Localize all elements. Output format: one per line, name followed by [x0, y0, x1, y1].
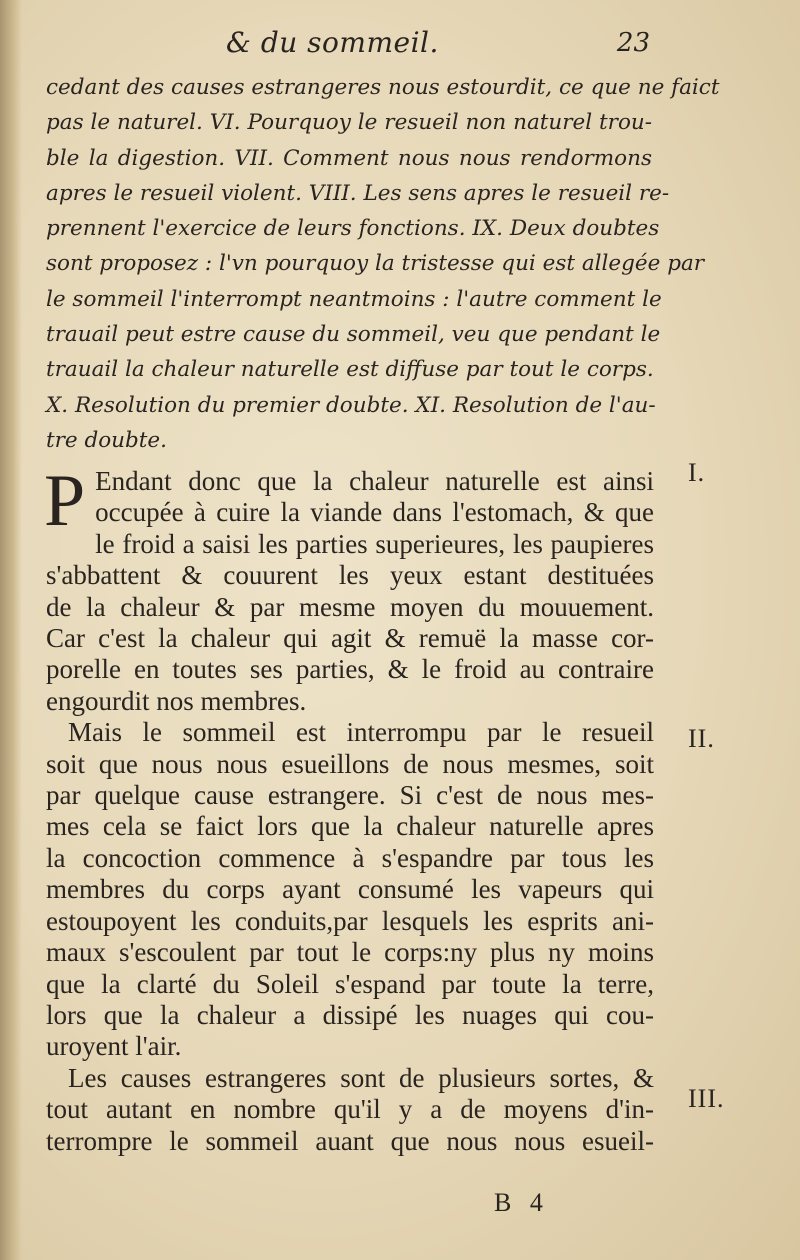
- text-line: par quelque cause estrangere. Si c'est de nous mes-: [46, 780, 654, 811]
- text-line: la concoction commence à s'espandre par tous les: [46, 842, 654, 873]
- summary-line: sont proposez : l'vn pourquoy la tristesse qui est allegée par: [46, 251, 705, 277]
- text-line: tout autant en nombre qu'il y a de moyens d'in-: [46, 1094, 654, 1125]
- margin-note-3: III.: [688, 1084, 725, 1113]
- text-line: soit que nous nous esueillons de nous mesmes, soit: [46, 748, 654, 779]
- summary-line: prennent l'exercice de leurs fonctions. IX. Deux doubtes: [46, 216, 660, 242]
- body-text: [44, 460, 654, 1157]
- text-line: Les causes estrangeres sont de plusieurs sortes, &: [68, 1062, 654, 1093]
- summary-line: le sommeil l'interrompt neantmoins : l'autre comment le: [46, 286, 662, 312]
- summary-line: apres le resueil violent. VIII. Les sens apres le resueil re-: [46, 180, 670, 206]
- summary-line: ble la digestion. VII. Comment nous nous rendormons: [46, 145, 652, 171]
- paragraph-1: [44, 460, 654, 717]
- summary-line: trauail la chaleur naturelle est diffuse par tout le corps.: [46, 357, 654, 383]
- text-line: Mais le sommeil est interrompu par le resueil: [68, 717, 654, 748]
- text-line: maux s'escoulent par tout le corps:ny plus ny moins: [46, 937, 654, 968]
- signature-mark: B 4: [494, 1188, 549, 1217]
- text-line: porelle en toutes ses parties, & le froid au contraire: [46, 654, 654, 685]
- text-line: mes cela se faict lors que la chaleur naturelle apres: [46, 811, 654, 842]
- summary-line: X. Resolution du premier doubte. XI. Resolution de l'au-: [46, 392, 656, 418]
- text-line: le froid a saisi les parties superieures, les paupieres: [95, 528, 654, 559]
- margin-note-1: I.: [688, 458, 706, 487]
- text-line: s'abbattent & couurent les yeux estant destituées: [46, 560, 654, 591]
- text-line: estoupoyent les conduits,par lesquels les esprits ani-: [46, 905, 654, 936]
- text-line: terrompre le sommeil auant que nous nous esueil-: [46, 1125, 654, 1156]
- text-line: Car c'est la chaleur qui agit & remuë la masse cor-: [46, 623, 654, 654]
- running-title: & du sommeil.: [226, 26, 439, 59]
- binding-gutter: [0, 0, 22, 1260]
- text-line: engourdit nos membres.: [46, 685, 307, 716]
- text-line: occupée à cuire la viande dans l'estomach, & que: [95, 497, 654, 528]
- text-line: Endant donc que la chaleur naturelle est ainsi: [95, 466, 654, 496]
- paragraph-3: [46, 1063, 654, 1157]
- page-number: 23: [616, 28, 650, 58]
- text-line: lors que la chaleur a dissipé les nuages qui cou-: [46, 999, 654, 1030]
- drop-cap: P: [44, 460, 86, 542]
- summary-line: cedant des causes estrangeres nous estourdit, ce que ne faict: [46, 75, 720, 100]
- summary-line: pas le naturel. VI. Pourquoy le resueil non naturel trou-: [46, 110, 652, 136]
- text-line: membres du corps ayant consumé les vapeurs qui: [46, 874, 654, 905]
- summary-line: tre doubte.: [46, 427, 167, 453]
- text-line: de la chaleur & par mesme moyen du mouuement.: [46, 591, 654, 622]
- paragraph-2: [46, 717, 654, 1062]
- text-line: que la clarté du Soleil s'espand par toute la terre,: [46, 968, 654, 999]
- text-line: uroyent l'air.: [46, 1031, 182, 1062]
- chapter-summary: [46, 70, 720, 458]
- summary-line: trauail peut estre cause du sommeil, veu que pendant le: [46, 322, 661, 348]
- margin-note-2: II.: [688, 724, 715, 753]
